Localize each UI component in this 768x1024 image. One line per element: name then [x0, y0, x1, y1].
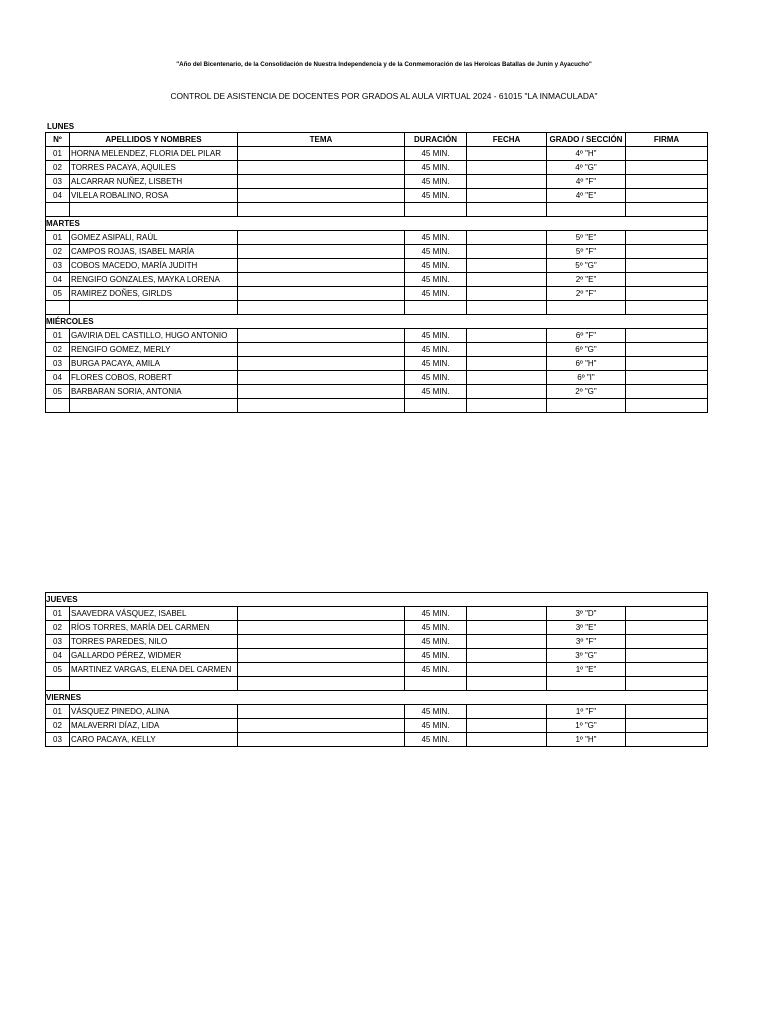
row-number: 01 [46, 705, 70, 719]
signature-cell[interactable] [626, 705, 708, 719]
duration-cell: 45 MIN. [405, 231, 467, 245]
teacher-name: RAMIREZ DOÑES, GIRLDS [70, 287, 238, 301]
document-motto: "Año del Bicentenario, de la Consolidación de Nuestra Independencia y de la Conmemoración de las Heroicas Batallas de Junín y Ayacucho" [176, 61, 592, 68]
grade-section-cell: 5º "G" [547, 259, 626, 273]
topic-cell[interactable] [238, 357, 405, 371]
topic-cell[interactable] [238, 649, 405, 663]
table-row [46, 175, 708, 189]
teacher-name: CARO PACAYA, KELLY [70, 733, 238, 747]
teacher-name: SAAVEDRA VÁSQUEZ, ISABEL [70, 607, 238, 621]
table-row [46, 385, 708, 399]
row-number: 04 [46, 273, 70, 287]
day-label-miercoles: MIÉRCOLES [46, 315, 708, 329]
duration-cell: 45 MIN. [405, 147, 467, 161]
date-cell[interactable] [467, 147, 547, 161]
duration-cell: 45 MIN. [405, 635, 467, 649]
table-row [46, 231, 708, 245]
teacher-name: ALCARRAR NUÑEZ, LISBETH [70, 175, 238, 189]
row-number: 01 [46, 147, 70, 161]
date-cell[interactable] [467, 273, 547, 287]
signature-cell[interactable] [626, 245, 708, 259]
table-row [46, 287, 708, 301]
grade-section-cell: 6º "H" [547, 357, 626, 371]
topic-cell[interactable] [238, 189, 405, 203]
date-cell[interactable] [467, 663, 547, 677]
table-row [46, 371, 708, 385]
table-row [46, 245, 708, 259]
day-row-jueves [46, 593, 708, 607]
grade-section-cell: 2º "G" [547, 385, 626, 399]
duration-cell: 45 MIN. [405, 649, 467, 663]
teacher-name: VÁSQUEZ PINEDO, ALINA [70, 705, 238, 719]
grade-section-cell: 2º "E" [547, 273, 626, 287]
row-number: 04 [46, 649, 70, 663]
signature-cell[interactable] [626, 147, 708, 161]
topic-cell[interactable] [238, 371, 405, 385]
table-row [46, 621, 708, 635]
table-row [46, 719, 708, 733]
day-label-martes: MARTES [46, 217, 708, 231]
teacher-name: BARBARAN SORIA, ANTONIA [70, 385, 238, 399]
date-cell[interactable] [467, 607, 547, 621]
grade-section-cell: 4º "F" [547, 175, 626, 189]
attendance-table-2 [45, 592, 708, 747]
row-number: 03 [46, 733, 70, 747]
duration-cell: 45 MIN. [405, 621, 467, 635]
grade-section-cell: 1º "F" [547, 705, 626, 719]
topic-cell[interactable] [238, 719, 405, 733]
row-number: 05 [46, 385, 70, 399]
table-row [46, 343, 708, 357]
grade-section-cell: 1º "H" [547, 733, 626, 747]
signature-cell[interactable] [626, 287, 708, 301]
col-header-grade: GRADO / SECCIÓN [547, 133, 626, 147]
topic-cell[interactable] [238, 287, 405, 301]
duration-cell: 45 MIN. [405, 705, 467, 719]
date-cell[interactable] [467, 649, 547, 663]
day-viernes-rows [46, 705, 708, 747]
table-header-row [46, 133, 708, 147]
day-martes-rows [46, 231, 708, 301]
signature-cell[interactable] [626, 719, 708, 733]
date-cell[interactable] [467, 329, 547, 343]
row-number: 02 [46, 343, 70, 357]
teacher-name: GOMEZ ASIPALI, RAÚL [70, 231, 238, 245]
topic-cell[interactable] [238, 273, 405, 287]
topic-cell[interactable] [238, 231, 405, 245]
day-label-jueves: JUEVES [46, 593, 708, 607]
teacher-name: FLORES COBOS, ROBERT [70, 371, 238, 385]
teacher-name: HORNA MELENDEZ, FLORIA DEL PILAR [70, 147, 238, 161]
signature-cell[interactable] [626, 371, 708, 385]
duration-cell: 45 MIN. [405, 245, 467, 259]
date-cell[interactable] [467, 259, 547, 273]
duration-cell: 45 MIN. [405, 343, 467, 357]
grade-section-cell: 3º "F" [547, 635, 626, 649]
date-cell[interactable] [467, 371, 547, 385]
teacher-name: MARTINEZ VARGAS, ELENA DEL CARMEN [70, 663, 238, 677]
table-row [46, 733, 708, 747]
date-cell[interactable] [467, 385, 547, 399]
row-number: 03 [46, 357, 70, 371]
grade-section-cell: 1º "E" [547, 663, 626, 677]
topic-cell[interactable] [238, 259, 405, 273]
grade-section-cell: 4º "G" [547, 161, 626, 175]
row-number: 03 [46, 259, 70, 273]
signature-cell[interactable] [626, 329, 708, 343]
signature-cell[interactable] [626, 607, 708, 621]
teacher-name: TORRES PACAYA, AQUILES [70, 161, 238, 175]
row-number: 04 [46, 371, 70, 385]
duration-cell: 45 MIN. [405, 329, 467, 343]
spacer-row [46, 301, 708, 315]
col-header-duration: DURACIÓN [405, 133, 467, 147]
topic-cell[interactable] [238, 329, 405, 343]
signature-cell[interactable] [626, 273, 708, 287]
table-row [46, 607, 708, 621]
row-number: 03 [46, 635, 70, 649]
signature-cell[interactable] [626, 621, 708, 635]
table-row [46, 357, 708, 371]
signature-cell[interactable] [626, 175, 708, 189]
teacher-name: RENGIFO GOMEZ, MERLY [70, 343, 238, 357]
day-miercoles-rows [46, 329, 708, 399]
signature-cell[interactable] [626, 343, 708, 357]
date-cell[interactable] [467, 231, 547, 245]
day-row-miercoles [46, 315, 708, 329]
signature-cell[interactable] [626, 357, 708, 371]
signature-cell[interactable] [626, 649, 708, 663]
teacher-name: COBOS MACEDO, MARÍA JUDITH [70, 259, 238, 273]
teacher-name: GALLARDO PÉREZ, WIDMER [70, 649, 238, 663]
topic-cell[interactable] [238, 245, 405, 259]
row-number: 05 [46, 663, 70, 677]
date-cell[interactable] [467, 705, 547, 719]
row-number: 02 [46, 621, 70, 635]
date-cell[interactable] [467, 287, 547, 301]
row-number: 02 [46, 245, 70, 259]
grade-section-cell: 4º "H" [547, 147, 626, 161]
date-cell[interactable] [467, 161, 547, 175]
duration-cell: 45 MIN. [405, 161, 467, 175]
spacer-row [46, 399, 708, 413]
day-row-viernes [46, 691, 708, 705]
grade-section-cell: 5º "F" [547, 245, 626, 259]
topic-cell[interactable] [238, 147, 405, 161]
topic-cell[interactable] [238, 663, 405, 677]
row-number: 02 [46, 161, 70, 175]
table-row [46, 259, 708, 273]
date-cell[interactable] [467, 357, 547, 371]
col-header-name: APELLIDOS Y NOMBRES [70, 133, 238, 147]
topic-cell[interactable] [238, 161, 405, 175]
topic-cell[interactable] [238, 705, 405, 719]
teacher-name: GAVIRIA DEL CASTILLO, HUGO ANTONIO [70, 329, 238, 343]
grade-section-cell: 1º "G" [547, 719, 626, 733]
date-cell[interactable] [467, 189, 547, 203]
teacher-name: TORRES PAREDES, NILO [70, 635, 238, 649]
duration-cell: 45 MIN. [405, 259, 467, 273]
teacher-name: VILELA ROBALINO, ROSA [70, 189, 238, 203]
table-row [46, 147, 708, 161]
grade-section-cell: 6º "I" [547, 371, 626, 385]
topic-cell[interactable] [238, 607, 405, 621]
duration-cell: 45 MIN. [405, 719, 467, 733]
table-row [46, 161, 708, 175]
table-row [46, 273, 708, 287]
duration-cell: 45 MIN. [405, 385, 467, 399]
topic-cell[interactable] [238, 621, 405, 635]
date-cell[interactable] [467, 733, 547, 747]
teacher-name: MALAVERRI DÍAZ, LIDA [70, 719, 238, 733]
signature-cell[interactable] [626, 161, 708, 175]
row-number: 05 [46, 287, 70, 301]
signature-cell[interactable] [626, 663, 708, 677]
row-number: 01 [46, 231, 70, 245]
topic-cell[interactable] [238, 635, 405, 649]
col-header-topic: TEMA [238, 133, 405, 147]
grade-section-cell: 2º "F" [547, 287, 626, 301]
signature-cell[interactable] [626, 259, 708, 273]
signature-cell[interactable] [626, 231, 708, 245]
duration-cell: 45 MIN. [405, 273, 467, 287]
col-header-number: Nº [46, 133, 70, 147]
document-title: CONTROL DE ASISTENCIA DE DOCENTES POR GRADOS AL AULA VIRTUAL 2024 - 61015 "LA INMACULADA" [170, 91, 598, 101]
grade-section-cell: 6º "F" [547, 329, 626, 343]
table-row [46, 635, 708, 649]
duration-cell: 45 MIN. [405, 357, 467, 371]
duration-cell: 45 MIN. [405, 663, 467, 677]
grade-section-cell: 3º "G" [547, 649, 626, 663]
topic-cell[interactable] [238, 343, 405, 357]
attendance-table-1 [45, 132, 708, 413]
duration-cell: 45 MIN. [405, 607, 467, 621]
grade-section-cell: 5º "E" [547, 231, 626, 245]
day-row-martes [46, 217, 708, 231]
grade-section-cell: 3º "E" [547, 621, 626, 635]
date-cell[interactable] [467, 635, 547, 649]
date-cell[interactable] [467, 719, 547, 733]
teacher-name: BURGA PACAYA, AMILA [70, 357, 238, 371]
table-row [46, 189, 708, 203]
topic-cell[interactable] [238, 385, 405, 399]
date-cell[interactable] [467, 175, 547, 189]
signature-cell[interactable] [626, 635, 708, 649]
signature-cell[interactable] [626, 189, 708, 203]
topic-cell[interactable] [238, 733, 405, 747]
day-label-viernes: VIERNES [46, 691, 708, 705]
spacer-row [46, 203, 708, 217]
table-row [46, 649, 708, 663]
duration-cell: 45 MIN. [405, 189, 467, 203]
row-number: 04 [46, 189, 70, 203]
duration-cell: 45 MIN. [405, 287, 467, 301]
signature-cell[interactable] [626, 385, 708, 399]
teacher-name: CAMPOS ROJAS, ISABEL MARÍA [70, 245, 238, 259]
col-header-date: FECHA [467, 133, 547, 147]
grade-section-cell: 3º "D" [547, 607, 626, 621]
date-cell[interactable] [467, 245, 547, 259]
topic-cell[interactable] [238, 175, 405, 189]
table-row [46, 705, 708, 719]
date-cell[interactable] [467, 343, 547, 357]
duration-cell: 45 MIN. [405, 733, 467, 747]
row-number: 03 [46, 175, 70, 189]
spacer-row [46, 677, 708, 691]
duration-cell: 45 MIN. [405, 371, 467, 385]
table-row [46, 663, 708, 677]
signature-cell[interactable] [626, 733, 708, 747]
table-row [46, 329, 708, 343]
day-jueves-rows [46, 607, 708, 677]
date-cell[interactable] [467, 621, 547, 635]
teacher-name: RENGIFO GONZALES, MAYKA LORENA [70, 273, 238, 287]
duration-cell: 45 MIN. [405, 175, 467, 189]
day-label-lunes: LUNES [47, 122, 75, 131]
grade-section-cell: 6º "G" [547, 343, 626, 357]
grade-section-cell: 4º "E" [547, 189, 626, 203]
col-header-signature: FIRMA [626, 133, 708, 147]
row-number: 02 [46, 719, 70, 733]
row-number: 01 [46, 329, 70, 343]
day-lunes-rows [46, 147, 708, 203]
row-number: 01 [46, 607, 70, 621]
teacher-name: RÍOS TORRES, MARÍA DEL CARMEN [70, 621, 238, 635]
